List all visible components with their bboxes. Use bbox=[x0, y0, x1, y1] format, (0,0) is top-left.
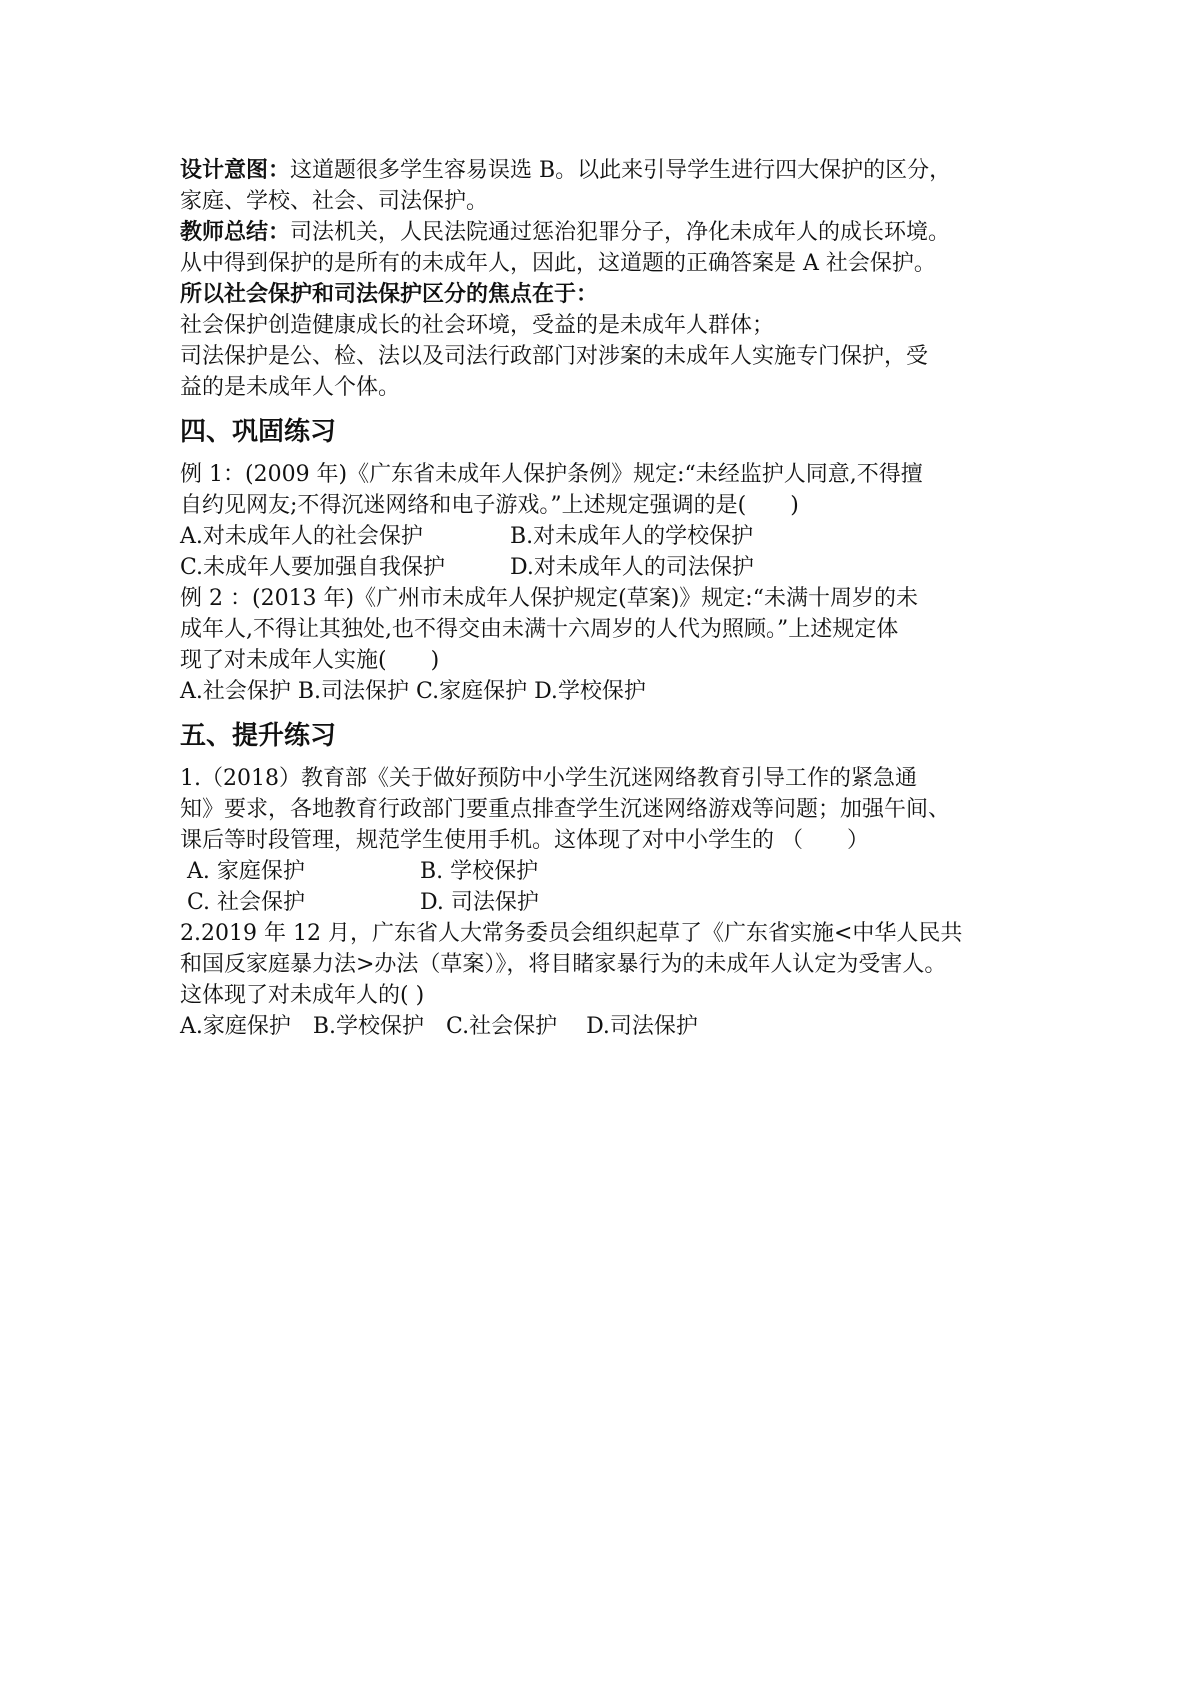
teacher-summary-label: 教师总结： bbox=[180, 220, 291, 245]
focus-text-2: 司法保护是公、检、法以及司法行政部门对涉案的未成年人实施专门保护，受 bbox=[180, 344, 929, 369]
design-intent-text-1: 这道题很多学生容易误选 B。以此来引导学生进行四大保护的区分， bbox=[290, 158, 952, 183]
question-1-text-1: 1.（2018）教育部《关于做好预防中小学生沉迷网络教育引导工作的紧急通 bbox=[180, 766, 917, 791]
question-1-option-d: D. 司法保护 bbox=[420, 890, 539, 915]
example-2-text-3: 现了对未成年人实施( ) bbox=[180, 648, 440, 673]
section-heading-improvement: 五、提升练习 bbox=[180, 721, 337, 751]
design-intent-text-2: 家庭、学校、社会、司法保护。 bbox=[180, 189, 489, 214]
focus-heading: 所以社会保护和司法保护区分的焦点在于： bbox=[180, 282, 599, 307]
example-1-options-row-2 bbox=[180, 552, 1040, 583]
example-1-options-row-1 bbox=[180, 521, 1040, 552]
document-page bbox=[180, 155, 1040, 1042]
example-1-text-1: 例 1：(2009 年)《广东省未成年人保护条例》规定:“未经监护人同意,不得擅 bbox=[180, 462, 923, 487]
question-2-options: A.家庭保护 B.学校保护 C.社会保护 D.司法保护 bbox=[180, 1014, 698, 1039]
example-2-options: A.社会保护 B.司法保护 C.家庭保护 D.学校保护 bbox=[180, 679, 646, 704]
question-1-options-row-2 bbox=[180, 887, 1040, 918]
question-1-option-c: C. 社会保护 bbox=[180, 890, 306, 915]
example-2-text-1: 例 2 ：(2013 年)《广州市未成年人保护规定(草案)》规定:“未满十周岁的未 bbox=[180, 586, 918, 611]
example-1-option-c: C.未成年人要加强自我保护 bbox=[180, 555, 446, 580]
example-1-option-a: A.对未成年人的社会保护 bbox=[180, 524, 423, 549]
section-heading-consolidation: 四、巩固练习 bbox=[180, 417, 337, 447]
question-1-option-a: A. 家庭保护 bbox=[180, 859, 305, 884]
question-2-text-3: 这体现了对未成年人的( ) bbox=[180, 983, 425, 1008]
focus-text-1: 社会保护创造健康成长的社会环境，受益的是未成年人群体； bbox=[180, 313, 775, 338]
question-1-option-b: B. 学校保护 bbox=[420, 859, 539, 884]
example-1-option-d: D.对未成年人的司法保护 bbox=[510, 555, 754, 580]
example-1-text-2: 自约见网友;不得沉迷网络和电子游戏。”上述规定强调的是( ) bbox=[180, 493, 799, 518]
design-intent-label: 设计意图： bbox=[180, 158, 291, 183]
example-2-text-2: 成年人,不得让其独处,也不得交由未满十六周岁的人代为照顾。”上述规定体 bbox=[180, 617, 899, 642]
question-2-text-1: 2.2019 年 12 月，广东省人大常务委员会组织起草了《广东省实施<中华人民共 bbox=[180, 921, 963, 946]
question-1-text-3: 课后等时段管理，规范学生使用手机。这体现了对中小学生的 （ ） bbox=[180, 828, 869, 853]
question-2-text-2: 和国反家庭暴力法>办法（草案）》，将目睹家暴行为的未成年人认定为受害人。 bbox=[180, 952, 947, 977]
teacher-summary-text-2: 从中得到保护的是所有的未成年人，因此，这道题的正确答案是 A 社会保护。 bbox=[180, 251, 936, 276]
design-intent-paragraph bbox=[180, 155, 1040, 186]
question-1-text-2: 知》要求，各地教育行政部门要重点排查学生沉迷网络游戏等问题；加强午间、 bbox=[180, 797, 951, 822]
focus-text-3: 益的是未成年人个体。 bbox=[180, 375, 401, 400]
example-1-option-b: B.对未成年人的学校保护 bbox=[510, 524, 754, 549]
teacher-summary-paragraph bbox=[180, 217, 1040, 248]
question-1-options-row-1 bbox=[180, 856, 1040, 887]
teacher-summary-text-1: 司法机关，人民法院通过惩治犯罪分子，净化未成年人的成长环境。 bbox=[290, 220, 951, 245]
